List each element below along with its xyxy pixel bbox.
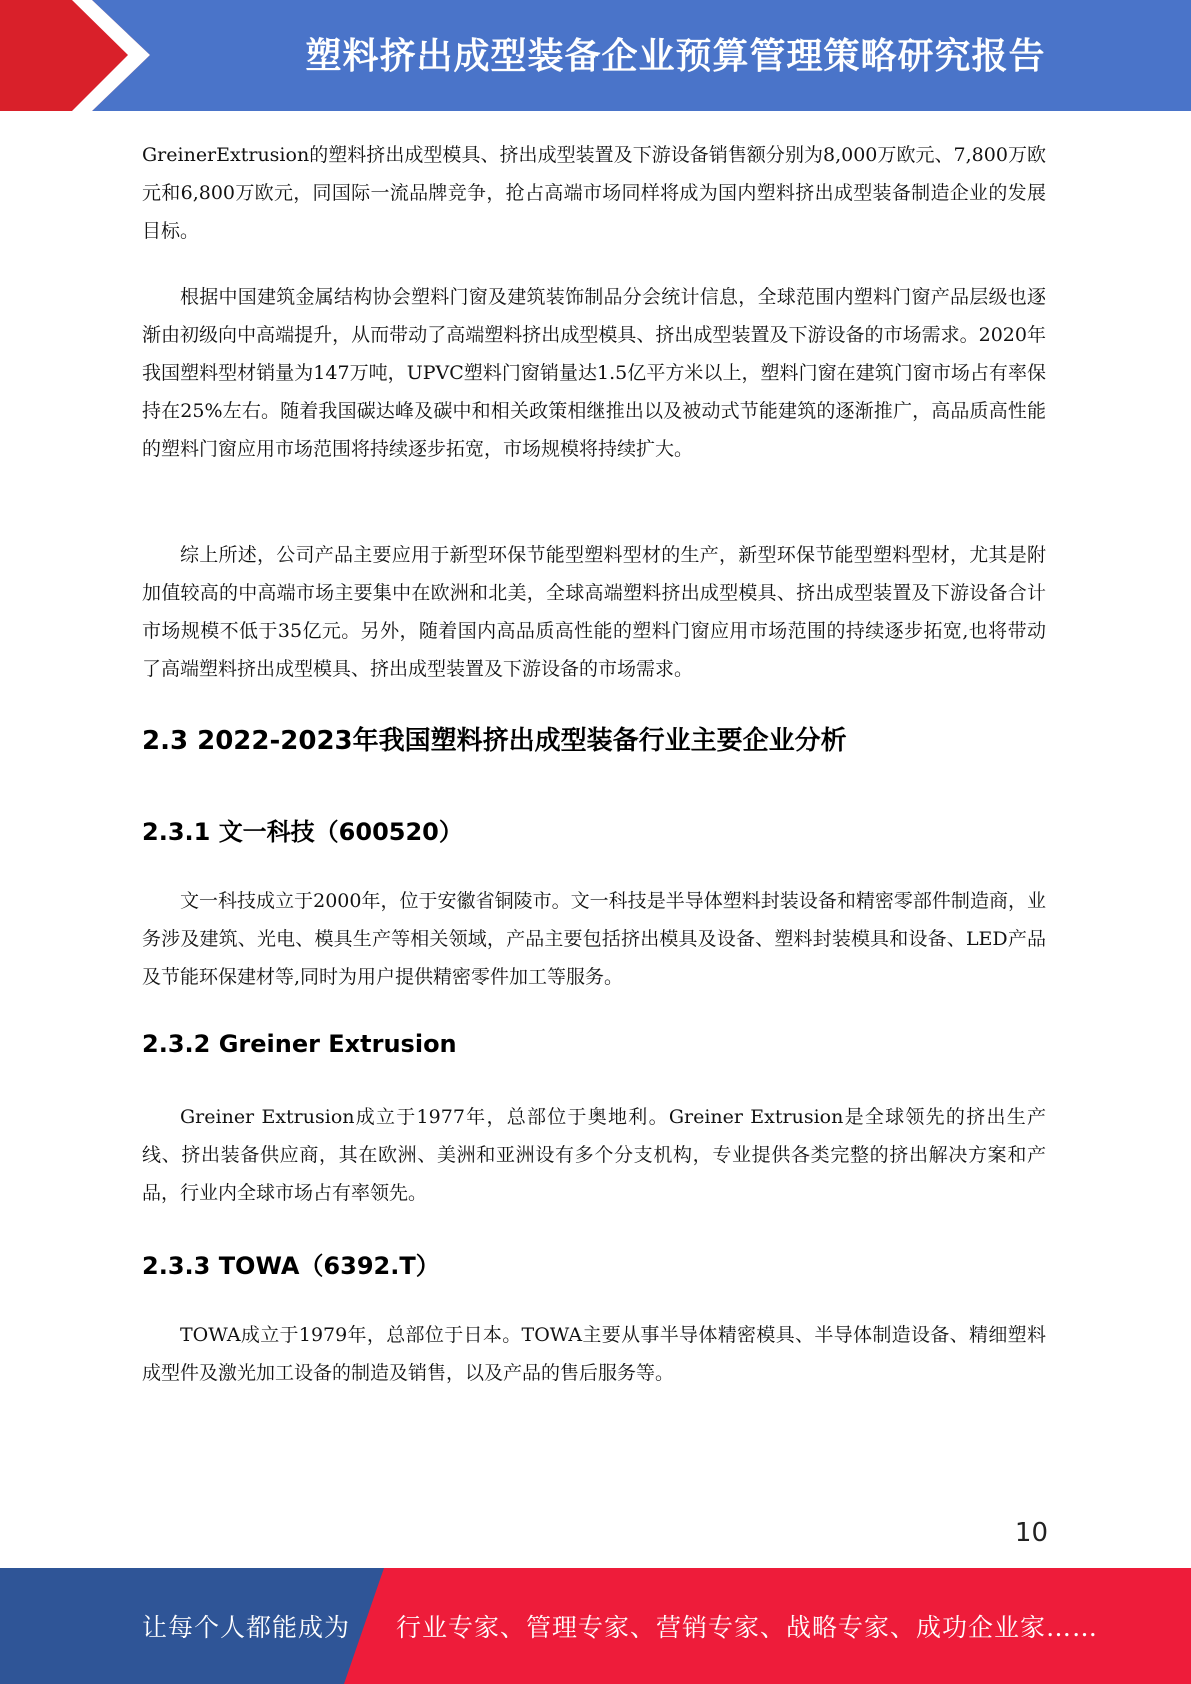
report-title: 塑料挤出成型装备企业预算管理策略研究报告 xyxy=(305,35,1046,77)
subsection-text-towa: TOWA成立于1979年，总部位于日本。TOWA主要从事半导体精密模具、半导体制造设备、精细塑料成型件及激光加工设备的制造及销售，以及产品的售后服务等。 xyxy=(142,1324,1046,1384)
section-heading: 2.3 2022-2023年我国塑料挤出成型装备行业主要企业分析 xyxy=(142,726,847,756)
footer-slogan-right: 行业专家、管理专家、营销专家、战略专家、成功企业家…… xyxy=(396,1613,1099,1642)
subsection-heading-greiner: 2.3.2 Greiner Extrusion xyxy=(142,1030,457,1058)
paragraph-3: 综上所述，公司产品主要应用于新型环保节能型塑料型材的生产，新型环保节能型塑料型材，尤其是附加值较高的中高端市场主要集中在欧洲和北美，全球高端塑料挤出成型模具、挤出成型装置及下游设备合计市场规模不低于35亿元。另外，随着国内高品质高性能的塑料门窗应用市场范围的持续逐步拓宽,也将带动了高端塑料挤出成型模具、挤出成型装置及下游设备的市场需求。 xyxy=(142,544,1046,680)
footer-banner xyxy=(0,1568,1191,1684)
header-chevron-decoration xyxy=(0,0,160,111)
subsection-heading-towa: 2.3.3 TOWA（6392.T） xyxy=(142,1252,440,1280)
footer-slogan-left: 让每个人都能成为 xyxy=(142,1613,351,1642)
header-banner xyxy=(0,0,1191,111)
paragraph-2: 根据中国建筑金属结构协会塑料门窗及建筑装饰制品分会统计信息，全球范围内塑料门窗产品层级也逐渐由初级向中高端提升，从而带动了高端塑料挤出成型模具、挤出成型装置及下游设备的市场需求。2020年我国塑料型材销量为147万吨，UPVC塑料门窗销量达1.5亿平方米以上，塑料门窗在建筑门窗市场占有率保持在25%左右。随着我国碳达峰及碳中和相关政策相继推出以及被动式节能建筑的逐渐推广，高品质高性能的塑料门窗应用市场范围将持续逐步拓宽，市场规模将持续扩大。 xyxy=(142,286,1046,460)
page-number: 10 xyxy=(1014,1518,1048,1548)
subsection-heading-wenyi: 2.3.1 文一科技（600520） xyxy=(142,818,463,846)
subsection-text-wenyi: 文一科技成立于2000年，位于安徽省铜陵市。文一科技是半导体塑料封装设备和精密零部件制造商，业务涉及建筑、光电、模具生产等相关领域，产品主要包括挤出模具及设备、塑料封装模具和设备、LED产品及节能环保建材等,同时为用户提供精密零件加工等服务。 xyxy=(142,890,1046,988)
paragraph-1: GreinerExtrusion的塑料挤出成型模具、挤出成型装置及下游设备销售额分别为8,000万欧元、7,800万欧元和6,800万欧元，同国际一流品牌竞争，抢占高端市场同样将成为国内塑料挤出成型装备制造企业的发展目标。 xyxy=(142,144,1046,242)
subsection-text-greiner: Greiner Extrusion成立于1977年，总部位于奥地利。Greiner Extrusion是全球领先的挤出生产线、挤出装备供应商，其在欧洲、美洲和亚洲设有多个分支机构，专业提供各类完整的挤出解决方案和产品，行业内全球市场占有率领先。 xyxy=(142,1106,1046,1204)
